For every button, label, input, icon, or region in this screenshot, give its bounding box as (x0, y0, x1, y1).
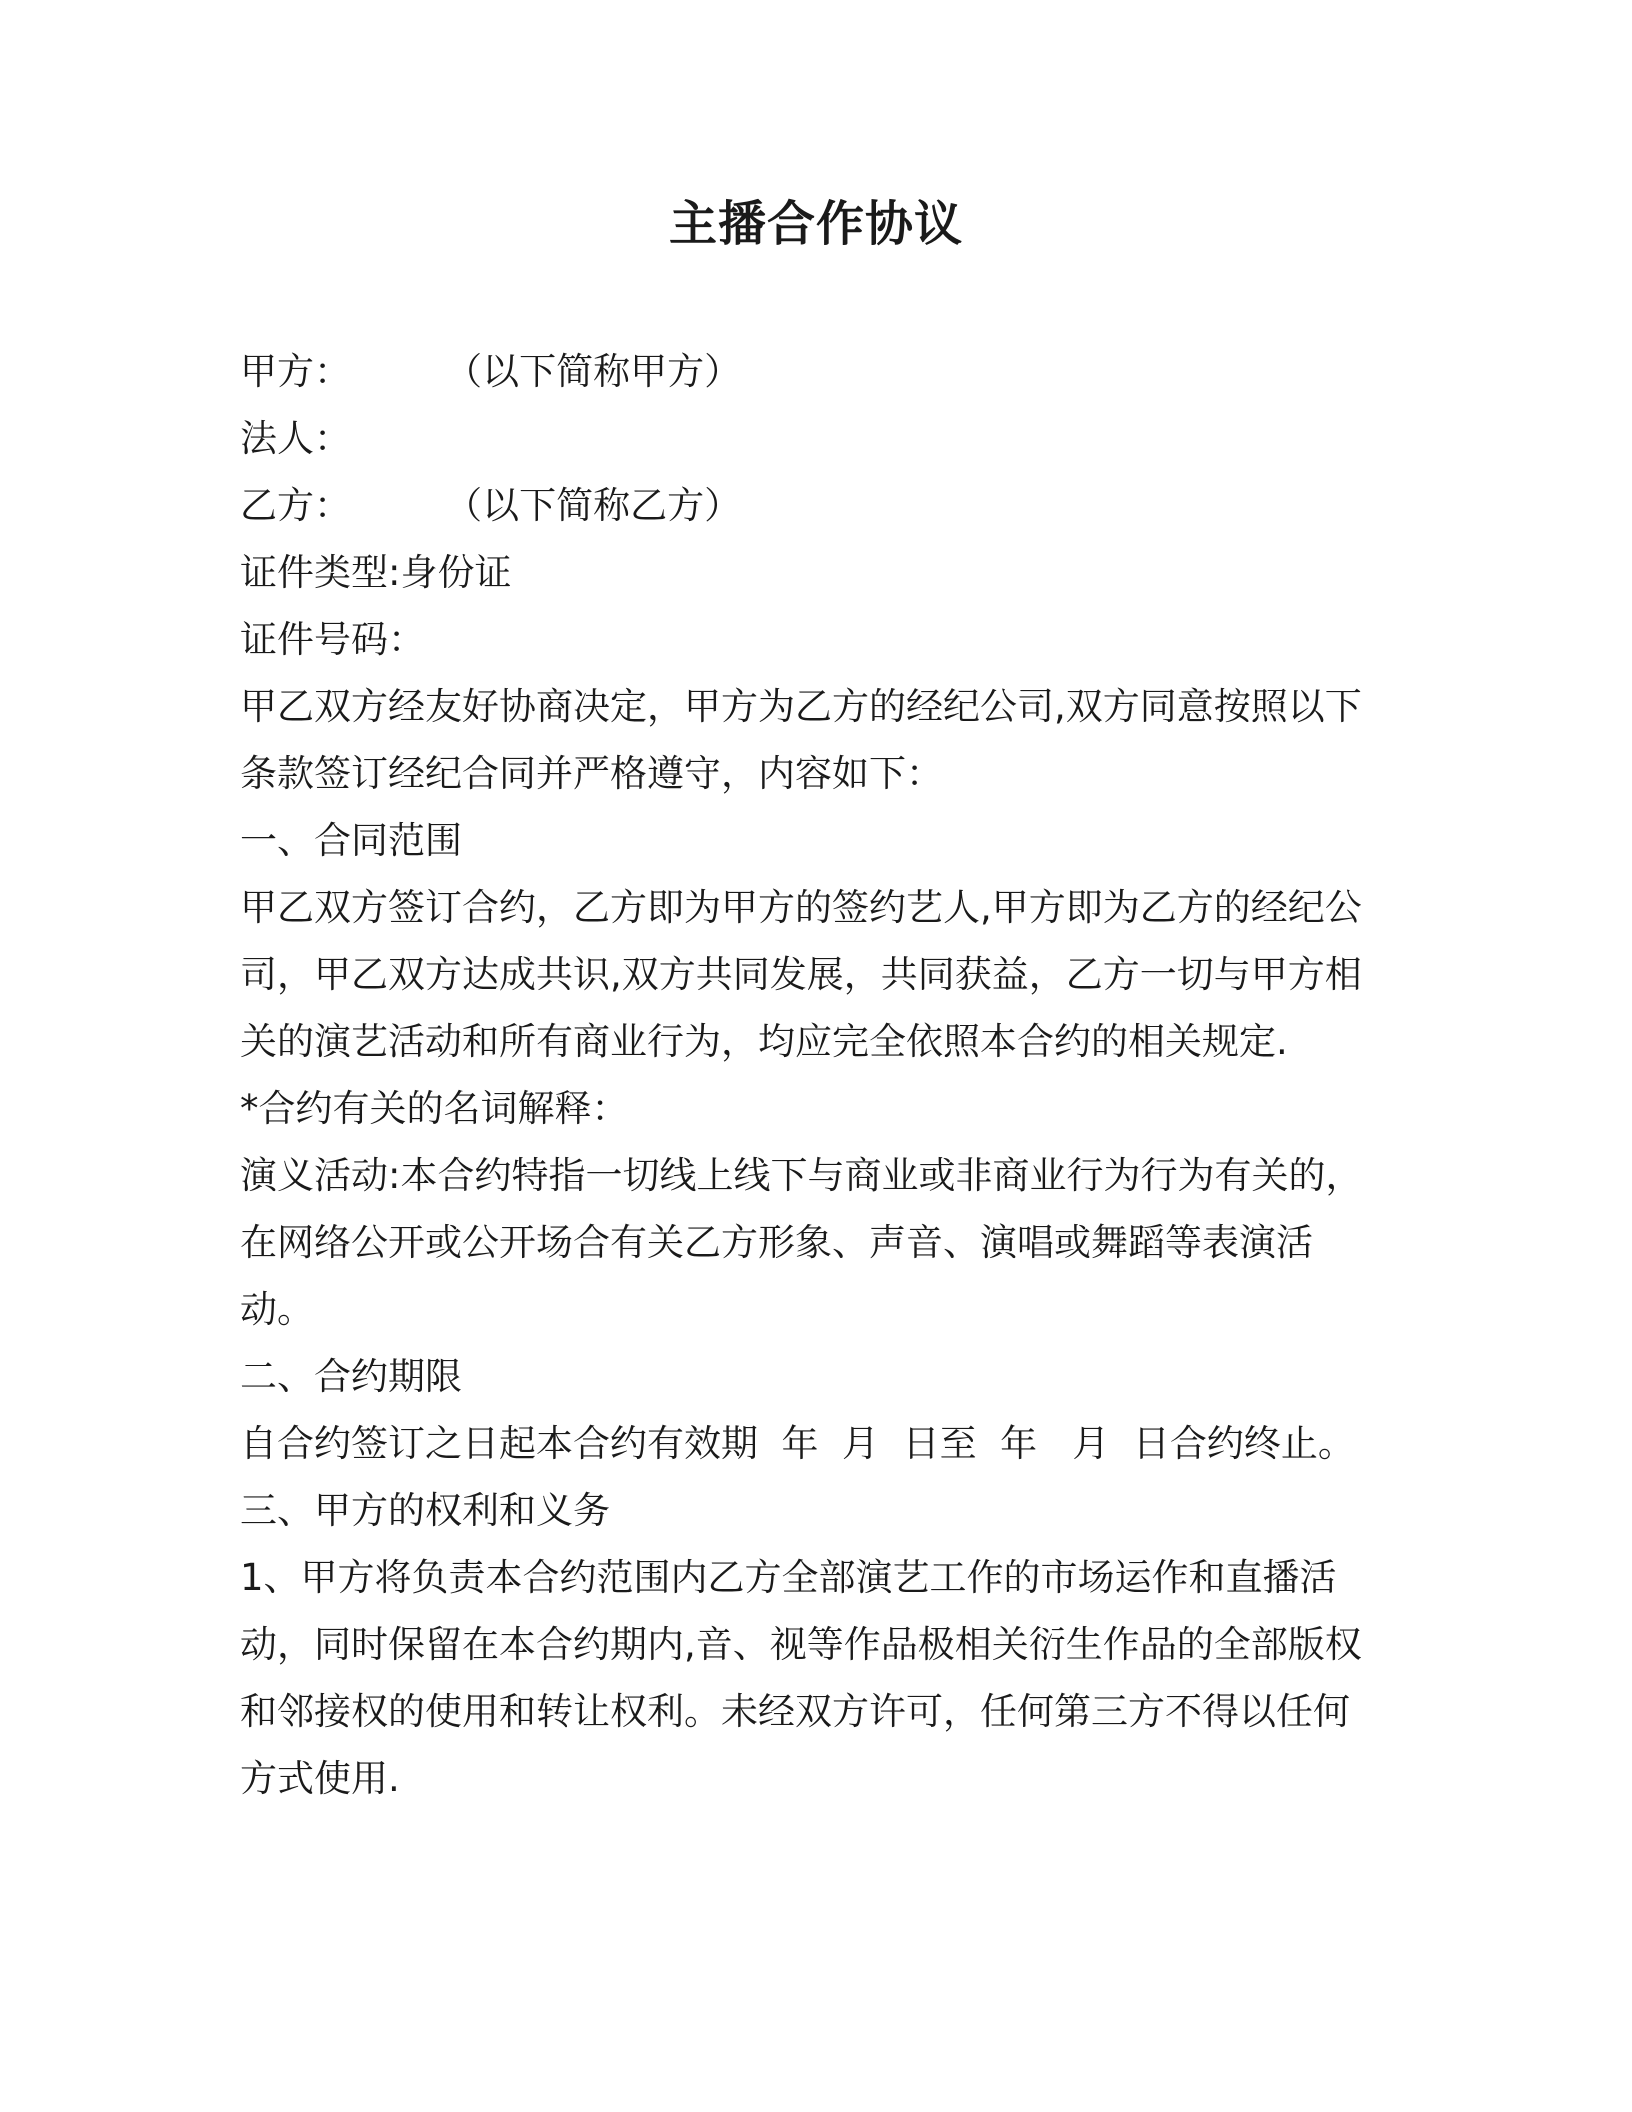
document-title: 主播合作协议 (668, 196, 963, 252)
paragraph-line: 和邻接权的使用和转让权利。未经双方许可，任何第三方不得以任何 (240, 1690, 1350, 1733)
legal-person-line: 法人： (240, 417, 351, 460)
document-body (240, 338, 1370, 1812)
id-number-line: 证件号码： (240, 618, 425, 661)
paragraph-line: 动，同时保留在本合约期内,音、视等作品极相关衍生作品的全部版权 (240, 1623, 1362, 1666)
preamble-line: 条款签订经纪合同并严格遵守，内容如下： (240, 752, 943, 795)
section-heading: 二、合约期限 (240, 1355, 462, 1398)
paragraph-line: 1、甲方将负责本合约范围内乙方全部演艺工作的市场运作和直播活 (240, 1556, 1337, 1599)
paragraph-line: 在网络公开或公开场合有关乙方形象、声音、演唱或舞蹈等表演活 (240, 1221, 1313, 1264)
party-b-line: 乙方： （以下简称乙方） (240, 484, 742, 527)
section-heading: 一、合同范围 (240, 819, 462, 862)
section-heading: 三、甲方的权利和义务 (240, 1489, 610, 1532)
paragraph-line: 自合约签订之日起本合约有效期 年 月 日至 年 月 日合约终止。 (240, 1422, 1355, 1465)
party-a-line: 甲方： （以下简称甲方） (240, 350, 742, 393)
definitions-heading: *合约有关的名词解释： (240, 1087, 629, 1130)
id-type-line: 证件类型:身份证 (240, 551, 512, 594)
paragraph-line: 方式使用. (240, 1757, 400, 1800)
paragraph-line: 司，甲乙双方达成共识,双方共同发展，共同获益，乙方一切与甲方相 (240, 953, 1362, 996)
preamble-line: 甲乙双方经友好协商决定，甲方为乙方的经纪公司,双方同意按照以下 (240, 685, 1362, 728)
paragraph-line: 甲乙双方签订合约，乙方即为甲方的签约艺人,甲方即为乙方的经纪公 (240, 886, 1362, 929)
paragraph-line: 演义活动:本合约特指一切线上线下与商业或非商业行为行为有关的， (240, 1154, 1363, 1197)
paragraph-line: 动。 (240, 1288, 314, 1331)
paragraph-line: 关的演艺活动和所有商业行为，均应完全依照本合约的相关规定. (240, 1020, 1288, 1063)
